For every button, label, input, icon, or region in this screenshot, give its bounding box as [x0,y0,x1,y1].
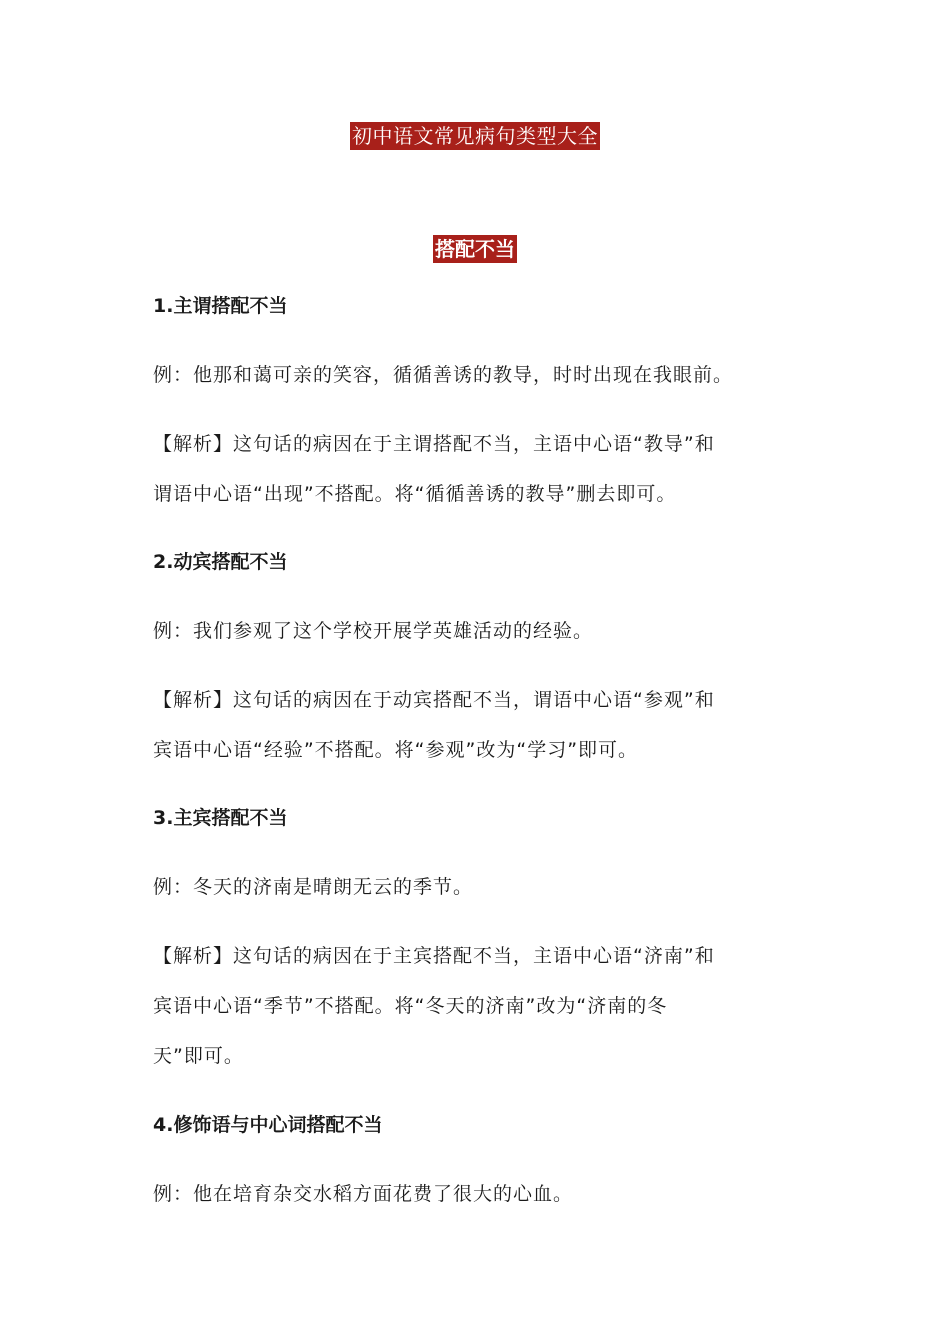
section-title-text: 搭配不当 [435,237,515,261]
item-example: 例：我们参观了这个学校开展学英雄活动的经验。 [153,620,594,642]
item-analysis-line: 宾语中心语“经验”不搭配。将“参观”改为“学习”即可。 [153,739,639,761]
item-heading: 2.动宾搭配不当 [153,551,288,573]
document-title-text: 初中语文常见病句类型大全 [352,124,598,148]
item-example: 例：他在培育杂交水稻方面花费了很大的心血。 [153,1183,574,1205]
item-heading: 4.修饰语与中心词搭配不当 [153,1114,383,1136]
item-heading: 1.主谓搭配不当 [153,295,288,317]
item-analysis-line: 【解析】这句话的病因在于主宾搭配不当，主语中心语“济南”和 [153,945,715,967]
item-analysis-line: 宾语中心语“季节”不搭配。将“冬天的济南”改为“济南的冬 [153,995,668,1017]
section-title [0,235,950,263]
document-title [0,122,950,150]
item-heading: 3.主宾搭配不当 [153,807,288,829]
item-analysis-line: 谓语中心语“出现”不搭配。将“循循善诱的教导”删去即可。 [153,483,677,505]
item-example: 例：冬天的济南是晴朗无云的季节。 [153,876,474,898]
item-example: 例：他那和蔼可亲的笑容，循循善诱的教导，时时出现在我眼前。 [153,364,734,386]
item-analysis-line: 【解析】这句话的病因在于动宾搭配不当，谓语中心语“参观”和 [153,689,715,711]
item-analysis-line: 【解析】这句话的病因在于主谓搭配不当，主语中心语“教导”和 [153,433,715,455]
item-analysis-line: 天”即可。 [153,1045,244,1067]
